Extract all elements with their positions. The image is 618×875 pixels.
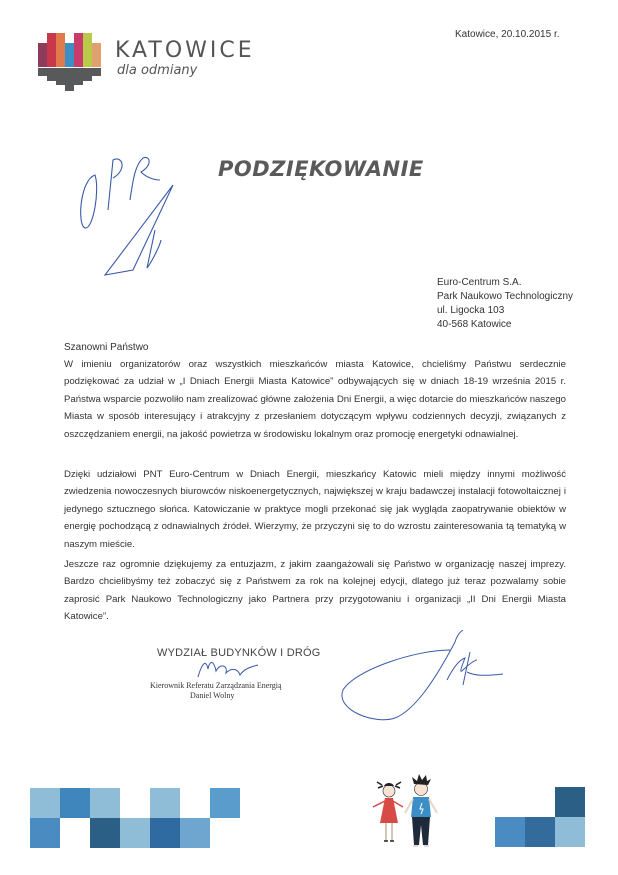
recipient-address [437, 276, 573, 332]
body-paragraph: Jeszcze raz ogromnie dziękujemy za entuzjazm, z jakim zaangażowali się Państwo w organizację naszej imprezy. Bardzo chcielibyśmy też zobaczyć się z Państwem za rok na kolejnej edycji, dlatego już teraz pozwalamy sobie zaprosić Park Naukowo Technologiczny jako Partnera przy przygotowaniu i organizacji „II Dni Energii Miasta Katowice”. [64, 559, 566, 623]
logo-wordmark: KATOWICE [115, 38, 255, 63]
footer-square [150, 788, 180, 818]
body-paragraph: Dzięki udziałowi PNT Euro-Centrum w Dniach Energii, mieszkańcy Katowic mieli między innymi możliwość zwiedzenia nowoczesnych biurowców niskoenergetycznych, największej w kraju badawczej instalacji fotowoltaicznej i jedynego sztucznego słońca. Katowiczanie w praktyce mogli przekonać się jak wygląda zaopatrywanie obiektów w energię pochodzącą z odnawialnych źródeł. Wierzymy, że przyczyni się to do wzrostu zainteresowania tą tematyką w naszym mieście. [64, 469, 566, 550]
logo-bar [83, 33, 92, 67]
footer-square [495, 817, 525, 847]
katowice-logo-icon [38, 29, 102, 91]
handwritten-annotation-icon [75, 150, 195, 290]
recipient-line: ul. Ligocka 103 [437, 305, 505, 316]
recipient-line: Park Naukowo Technologiczny [437, 291, 574, 302]
logo-bar [47, 33, 56, 67]
body-paragraph: W imieniu organizatorów oraz wszystkich mieszkańców miasta Katowice, chcieliśmy Państwu serdecznie podziękować za udział w „I Dniach Energii Miasta Katowice” odbywających się w dniach 18-19 września 2015 r. Państwa wsparcie pozwoliło nam zrealizować główne założenia Dni Energii, a więc dotarcie do mieszkańców naszego Miasta w sposób interesujący i atrakcyjny z przesłaniem dotyczącym wpływu codziennych decyzji, związanych z oszczędzaniem energii, na jakość powietrza w środowisku lokalnym oraz promocję energetyki odnawialnej. [64, 359, 566, 440]
footer-square [30, 818, 60, 848]
footer-square [210, 788, 240, 818]
greeting: Szanowni Państwo [64, 342, 149, 353]
footer-square [120, 818, 150, 848]
main-signature-icon [335, 630, 505, 730]
department-stamp: WYDZIAŁ BUDYNKÓW I DRÓG [157, 647, 321, 659]
footer-square [180, 818, 210, 848]
logo-bar [92, 43, 101, 67]
footer-square [555, 817, 585, 847]
signatory-name: Daniel Wolny [190, 691, 235, 700]
girl-figure [373, 782, 403, 841]
logo-tagline: dla odmiany [117, 63, 198, 78]
signatory-role: Kierownik Referatu Zarządzania Energią [150, 681, 282, 690]
logo-color-bars [38, 33, 101, 67]
page-title: PODZIĘKOWANIE [218, 157, 424, 181]
boy-figure [405, 774, 437, 846]
logo-bar [56, 33, 65, 67]
footer-square [30, 788, 60, 818]
logo-base-shape [38, 68, 101, 91]
footer-square [90, 818, 120, 848]
letter-date: Katowice, 20.10.2015 r. [455, 29, 560, 40]
footer-square [555, 787, 585, 817]
footer-square [90, 788, 120, 818]
children-illustration-icon [365, 773, 445, 858]
recipient-line: Euro-Centrum S.A. [437, 277, 522, 288]
logo-bar [65, 43, 74, 67]
logo-bar [74, 33, 83, 67]
logo-bar [38, 43, 47, 67]
footer-square [150, 818, 180, 848]
recipient-line: 40-568 Katowice [437, 319, 512, 330]
footer-square [60, 788, 90, 818]
footer-square [525, 817, 555, 847]
